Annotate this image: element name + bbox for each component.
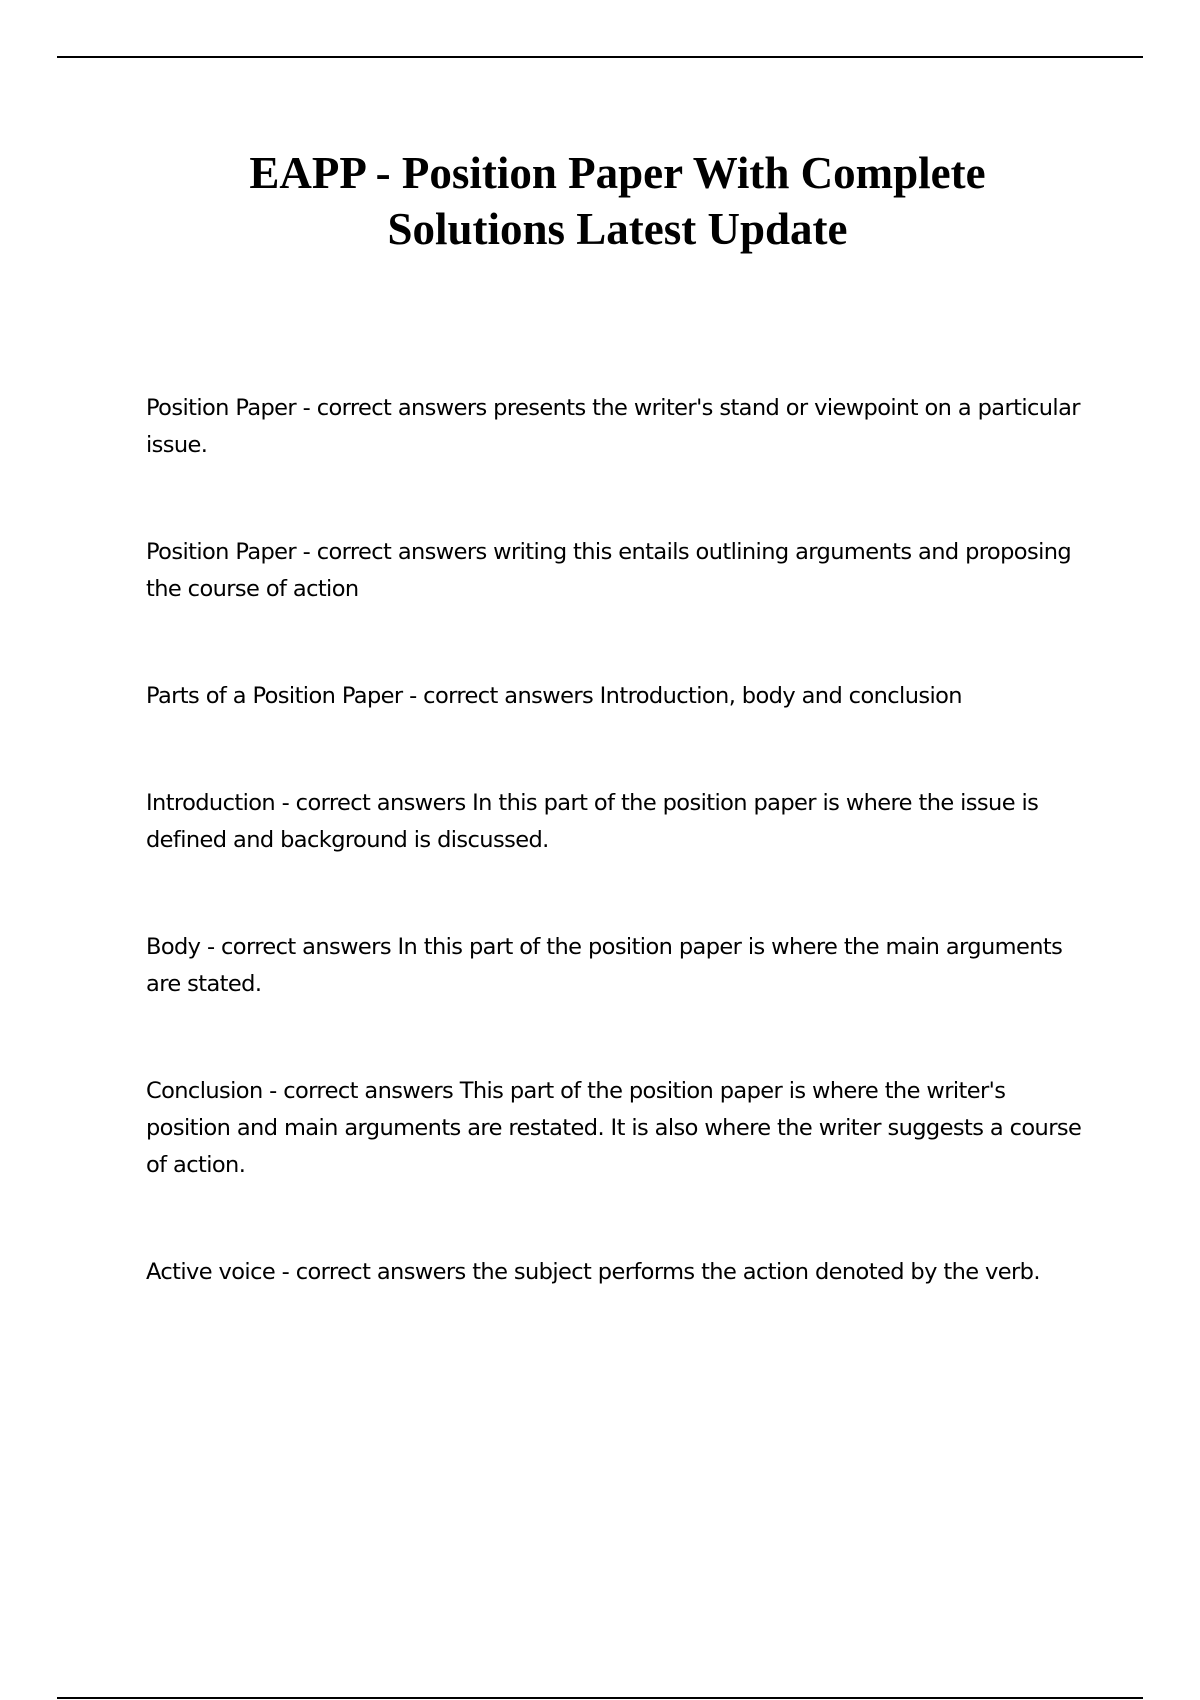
qa-entry-conclusion: Conclusion - correct answers This part of the position paper is where the writer's position and main arguments are restated. It is also where the writer suggests a course of action. [146, 1078, 1082, 1178]
document-title-line-2: Solutions Latest Update [387, 204, 848, 254]
qa-entry-position-paper-definition: Position Paper - correct answers presents the writer's stand or viewpoint on a particular issue. [146, 395, 1080, 458]
document-title-line-1: EAPP - Position Paper With Complete [249, 148, 986, 198]
qa-entry-body: Body - correct answers In this part of the position paper is where the main arguments are stated. [146, 934, 1063, 997]
qa-entry-active-voice: Active voice - correct answers the subject performs the action denoted by the verb. [146, 1259, 1040, 1285]
qa-entry-parts-of-position-paper: Parts of a Position Paper - correct answers Introduction, body and conclusion [146, 683, 962, 709]
document-title [120, 145, 1115, 257]
bottom-divider [57, 1697, 1143, 1699]
qa-entry-introduction: Introduction - correct answers In this part of the position paper is where the issue is defined and background is discussed. [146, 790, 1039, 853]
qa-entry-position-paper-writing: Position Paper - correct answers writing this entails outlining arguments and proposing the course of action [146, 539, 1072, 602]
top-divider [57, 56, 1143, 58]
qa-entry-list [146, 390, 1096, 1361]
